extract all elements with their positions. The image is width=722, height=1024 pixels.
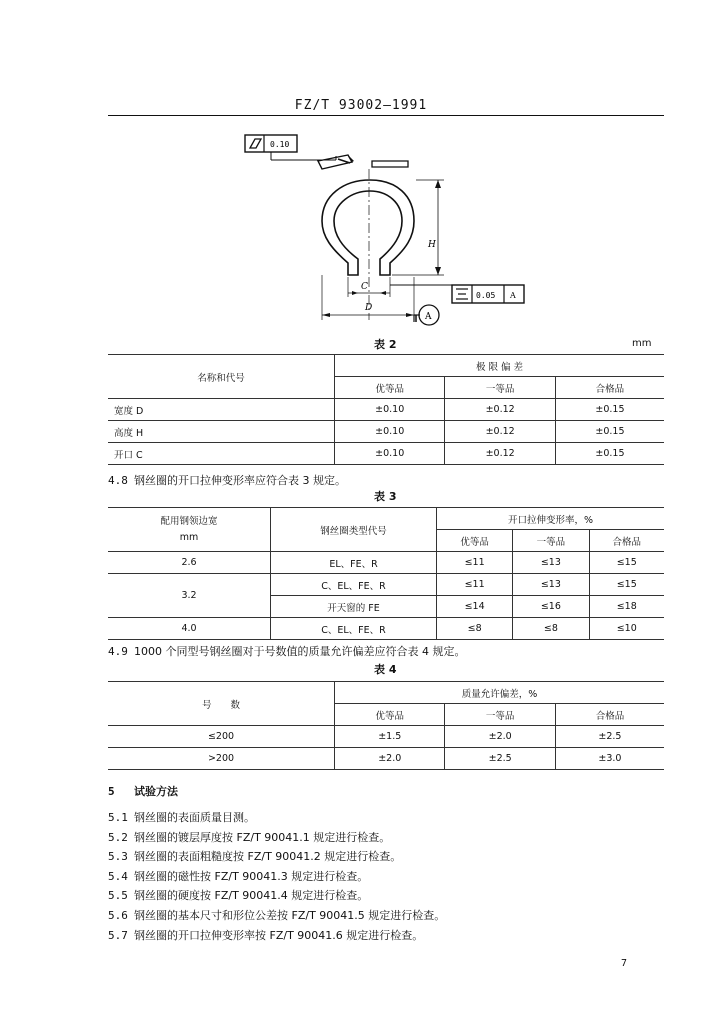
table-row: 4.0 C、EL、FE、R ≤8 ≤8 ≤10 (108, 618, 664, 640)
parallelism-tolerance-frame (390, 285, 524, 303)
datum-label: A (425, 312, 432, 322)
table-row: 高度 H ±0.10 ±0.12 ±0.15 (108, 421, 664, 443)
t3-header-gauge: 配用钢领边宽 mm (108, 508, 271, 552)
parallelism-icon (456, 289, 468, 299)
standard-code: FZ/T 93002—1991 (294, 98, 428, 113)
table3: 配用钢领边宽 mm 钢丝圈类型代号 开口拉伸变形率，% 优等品 一等品 合格品 2.6 EL、FE、R ≤11 ≤13 ≤15 3.2 C、EL、FE、R ≤11 ≤13 ≤15 开天窗的 FE ≤14 ≤16 ≤18 4.0 C、EL、FE、R ≤8 ≤8 ≤10 (108, 507, 664, 640)
list-item: 5.6 钢丝圈的基本尺寸和形位公差按 FZ/T 90041.5 规定进行检查。 (108, 908, 446, 922)
list-item: 5.1 钢丝圈的表面质量目测。 (108, 811, 255, 824)
table2-unit: mm (632, 338, 652, 349)
flatness-icon (250, 139, 261, 148)
table-row: ≤200 ±1.5 ±2.0 ±2.5 (108, 726, 664, 748)
paragraph-4-8: 4.8 钢丝圈的开口拉伸变形率应符合表 3 规定。 (108, 474, 346, 487)
table4-caption: 表 4 (374, 663, 397, 676)
section-5-heading: 5 试验方法 (108, 785, 178, 798)
t2-col-2: 一等品 (445, 377, 555, 399)
table-row: 开天窗的 FE ≤14 ≤16 ≤18 (108, 596, 664, 618)
flatness-value: 0.10 (270, 140, 290, 149)
table-row: 3.2 C、EL、FE、R ≤11 ≤13 ≤15 (108, 574, 664, 596)
label-C: C (361, 282, 368, 292)
page-number: 7 (621, 958, 628, 969)
section-5-list (108, 808, 445, 945)
t2-header-limit: 极 限 偏 差 (335, 355, 665, 377)
label-H: H (428, 240, 436, 250)
table3-caption: 表 3 (374, 490, 397, 503)
t3-header-type: 钢丝圈类型代号 (271, 508, 437, 552)
header-rule (108, 115, 664, 116)
list-item: 5.2 钢丝圈的镀层厚度按 FZ/T 90041.1 规定进行检查。 (108, 830, 391, 844)
table2 (108, 354, 664, 465)
parallelism-value: 0.05 (476, 291, 496, 300)
datum-symbol (414, 305, 439, 325)
list-item: 5.4 钢丝圈的磁性按 FZ/T 90041.3 规定进行检查。 (108, 869, 369, 883)
t2-col-1: 优等品 (335, 377, 445, 399)
table-row: >200 ±2.0 ±2.5 ±3.0 (108, 748, 664, 770)
table-row: 2.6 EL、FE、R ≤11 ≤13 ≤15 (108, 552, 664, 574)
t4-header-dev: 质量允许偏差，% (335, 682, 665, 704)
t2-col-3: 合格品 (555, 377, 664, 399)
list-item: 5.7 钢丝圈的开口拉伸变形率按 FZ/T 90041.6 规定进行检查。 (108, 928, 424, 942)
list-item: 5.3 钢丝圈的表面粗糙度按 FZ/T 90041.2 规定进行检查。 (108, 850, 402, 864)
parallelism-datum: A (510, 291, 516, 300)
side-view (318, 155, 408, 169)
traveller-drawing (230, 125, 540, 330)
list-item: 5.5 钢丝圈的硬度按 FZ/T 90041.4 规定进行检查。 (108, 889, 369, 903)
paragraph-4-9: 4.9 1000 个同型号钢丝圈对于号数值的质量允许偏差应符合表 4 规定。 (108, 645, 466, 658)
table4: 号 数 质量允许偏差，% 优等品 一等品 合格品 ≤200 ±1.5 ±2.0 ±2.5 >200 ±2.0 ±2.5 ±3.0 (108, 681, 664, 770)
label-D: D (365, 303, 373, 313)
t4-header-num: 号 数 (108, 682, 335, 726)
t2-header-name: 名称和代号 (108, 355, 335, 399)
table-row: 开口 C ±0.10 ±0.12 ±0.15 (108, 443, 664, 465)
flatness-tolerance-frame (245, 135, 336, 160)
table2-caption: 表 2 (374, 338, 397, 351)
ring-view (322, 180, 414, 275)
table-row: 宽度 D ±0.10 ±0.12 ±0.15 (108, 399, 664, 421)
t3-header-rate: 开口拉伸变形率，% (437, 508, 665, 530)
